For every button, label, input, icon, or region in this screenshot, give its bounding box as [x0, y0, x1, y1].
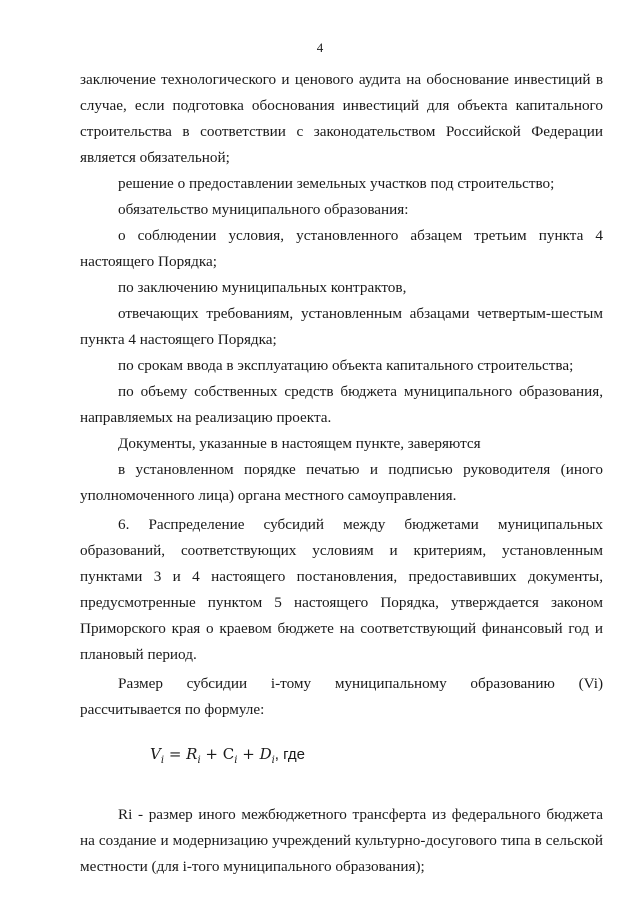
formula-tail: , где: [274, 746, 306, 763]
text-line: местности (для i-того муниципального образования);: [80, 858, 425, 875]
formula-sub: i: [271, 755, 275, 766]
text-line: пункта 4 настоящего Порядка;: [80, 331, 277, 348]
text-line: заключение технологического и ценового аудита на обоснование инвестиций в: [80, 71, 603, 88]
text-line: Размер субсидии i-тому муниципальному образованию (Vi): [118, 675, 603, 692]
text-line: по объему собственных средств бюджета муниципального образования,: [118, 383, 603, 400]
formula-plus: +: [237, 745, 260, 763]
text-line: отвечающих требованиям, установленным абзацами четвертым-шестым: [118, 305, 603, 322]
formula-v: V: [150, 745, 161, 763]
text-line: уполномоченного лица) органа местного самоуправления.: [80, 487, 457, 504]
text-line: обязательство муниципального образования:: [118, 201, 409, 218]
formula-r: R: [186, 745, 198, 763]
formula: [150, 745, 305, 766]
text-line: предусмотренные пунктом 5 настоящего Порядка, утверждается законом: [80, 594, 603, 611]
formula-eq: =: [164, 745, 187, 763]
text-line: пунктами 3 и 4 настоящего постановления, предоставивших документы,: [80, 568, 603, 585]
page-number: 4: [316, 40, 324, 55]
formula-sub: i: [160, 755, 165, 766]
text-line: направляемых на реализацию проекта.: [80, 409, 332, 426]
formula-d: D: [259, 745, 272, 763]
text-line: случае, если подготовка обоснования инвестиций для объекта капитального: [80, 97, 603, 114]
text-line: в установленном порядке печатью и подписью руководителя (иного: [118, 461, 603, 478]
text-line: 6. Распределение субсидий между бюджетами муниципальных: [118, 516, 603, 533]
text-line: решение о предоставлении земельных участков под строительство;: [118, 175, 555, 192]
text-line: по срокам ввода в эксплуатацию объекта капитального строительства;: [118, 357, 574, 374]
formula-sub: i: [234, 755, 238, 766]
text-line: образований, соответствующих условиям и критериям, установленным: [80, 542, 603, 559]
text-line: на создание и модернизацию учреждений культурно-досугового типа в сельской: [80, 832, 603, 849]
text-line: является обязательной;: [80, 149, 230, 166]
formula-plus: +: [200, 745, 223, 763]
formula-sub: i: [197, 755, 201, 766]
text-line: строительства в соответствии с законодательством Российской Федерации: [80, 123, 603, 140]
text-line: настоящего Порядка;: [80, 253, 217, 270]
text-line: Документы, указанные в настоящем пункте, заверяются: [118, 435, 481, 452]
text-line: рассчитывается по формуле:: [80, 701, 265, 718]
text-line: о соблюдении условия, установленного абзацем третьим пункта 4: [118, 227, 603, 244]
text-line: плановый период.: [80, 646, 197, 663]
text-line: Ri - размер иного межбюджетного трансферта из федерального бюджета: [118, 806, 603, 823]
text-line: по заключению муниципальных контрактов,: [118, 279, 407, 296]
formula-c: C: [222, 745, 235, 763]
text-line: Приморского края о краевом бюджете на соответствующий финансовый год и: [80, 620, 603, 637]
